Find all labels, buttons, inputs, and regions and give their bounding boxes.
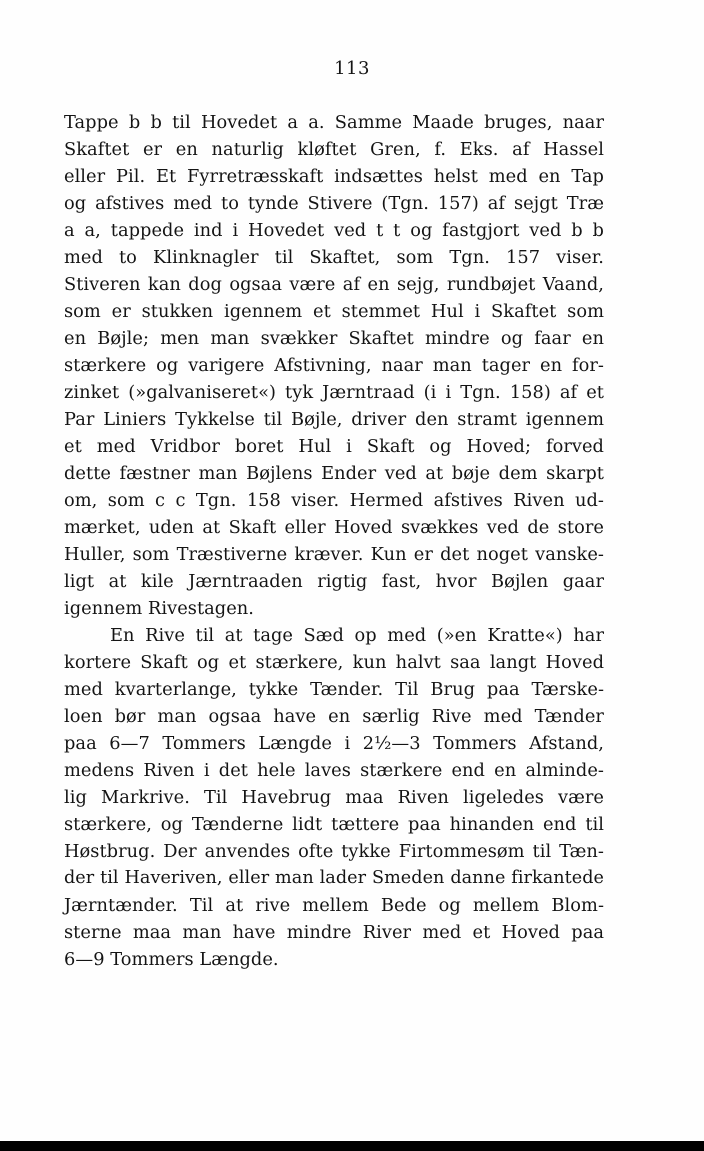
text-line: 6—9 Tommers Længde. <box>64 949 279 970</box>
text-line: medens Riven i det hele laves stærkere end en alminde- <box>64 760 604 781</box>
text-line: om, som c c Tgn. 158 viser. Hermed afstives Riven ud- <box>64 490 604 511</box>
text-line: et med Vridbor boret Hul i Skaft og Hoved; forved <box>64 436 604 457</box>
text-line: Jærntænder. Til at rive mellem Bede og mellem Blom- <box>64 895 604 916</box>
text-line: paa 6—7 Tommers Længde i 2½—3 Tommers Afstand, <box>64 733 604 754</box>
text-line: der til Haveriven, eller man lader Smeden danne firkantede <box>64 868 604 888</box>
text-line: igennem Rivestagen. <box>64 598 255 619</box>
text-line: Par Liniers Tykkelse til Bøjle, driver den stramt igennem <box>64 409 604 430</box>
text-line: dette fæstner man Bøjlens Ender ved at bøje dem skarpt <box>64 463 604 484</box>
text-line: Høstbrug. Der anvendes ofte tykke Firtommesøm til Tæn- <box>64 841 604 862</box>
text-line: Stiveren kan dog ogsaa være af en sejg, rundbøjet Vaand, <box>64 274 604 295</box>
text-line: En Rive til at tage Sæd op med (»en Kratte«) har <box>110 625 604 646</box>
bottom-scan-border <box>0 1141 704 1151</box>
text-line: Skaftet er en naturlig kløftet Gren, f. Eks. af Hassel <box>64 139 604 160</box>
text-line: kortere Skaft og et stærkere, kun halvt saa langt Hoved <box>64 652 604 673</box>
text-line: og afstives med to tynde Stivere (Tgn. 157) af sejgt Træ <box>64 193 604 214</box>
text-line: med kvarterlange, tykke Tænder. Til Brug paa Tærske- <box>64 679 604 700</box>
text-line: zinket (»galvaniseret«) tyk Jærntraad (i i Tgn. 158) af et <box>64 382 604 403</box>
text-line: Huller, som Træstiverne kræver. Kun er det noget vanske- <box>64 544 604 565</box>
text-line: ligt at kile Jærntraaden rigtig fast, hvor Bøjlen gaar <box>64 571 604 592</box>
text-line: Tappe b b til Hovedet a a. Samme Maade bruges, naar <box>64 112 604 133</box>
text-line: a a, tappede ind i Hovedet ved t t og fastgjort ved b b <box>64 220 604 241</box>
text-line: stærkere, og Tænderne lidt tættere paa hinanden end til <box>64 814 604 835</box>
text-line: mærket, uden at Skaft eller Hoved svækkes ved de store <box>64 517 604 538</box>
text-line: som er stukken igennem et stemmet Hul i Skaftet som <box>64 301 604 322</box>
text-line: med to Klinknagler til Skaftet, som Tgn. 157 viser. <box>64 247 604 268</box>
text-line: sterne maa man have mindre River med et Hoved paa <box>64 922 604 943</box>
body-text <box>64 109 604 973</box>
text-line: en Bøjle; men man svækker Skaftet mindre og faar en <box>64 328 604 349</box>
page-number: 113 <box>334 58 370 79</box>
text-line: eller Pil. Et Fyrretræsskaft indsættes helst med en Tap <box>64 166 604 187</box>
text-line: loen bør man ogsaa have en særlig Rive med Tænder <box>64 706 604 727</box>
text-line: lig Markrive. Til Havebrug maa Riven ligeledes være <box>64 787 604 808</box>
text-line: stærkere og varigere Afstivning, naar man tager en for- <box>64 355 604 376</box>
